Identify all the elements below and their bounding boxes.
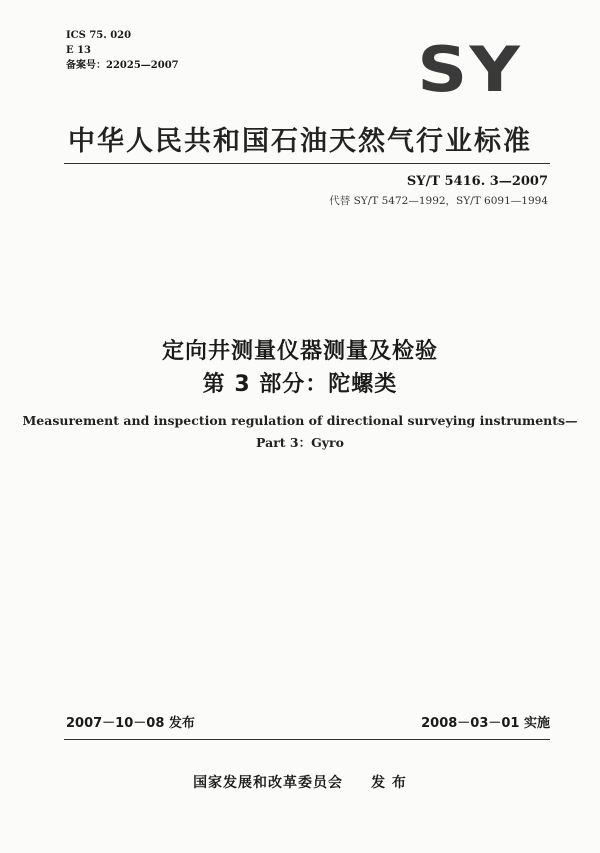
issuer-action: 发 布 xyxy=(371,775,407,791)
title-english-line1: Measurement and inspection regulation of directional surveying instruments— xyxy=(22,413,578,428)
ics-code: ICS 75. 020 xyxy=(66,30,132,41)
issuer-line xyxy=(0,772,600,792)
title-chinese-line2: 第 3 部分：陀螺类 xyxy=(202,372,398,397)
sy-logo: SY xyxy=(417,33,522,106)
issuer-name: 国家发展和改革委员会 xyxy=(193,775,344,791)
title-english-line2: Part 3：Gyro xyxy=(256,435,344,450)
filing-number: 备案号：22025—2007 xyxy=(66,60,179,71)
bottom-divider xyxy=(64,739,550,740)
standard-number: SY/T 5416. 3—2007 xyxy=(406,174,548,189)
replaces-note: 代替 SY/T 5472—1992，SY/T 6091—1994 xyxy=(329,195,548,207)
standard-category: 中华人民共和国石油天然气行业标准 xyxy=(68,126,532,157)
classification-code: E 13 xyxy=(66,45,92,56)
implementation-date: 2008－03－01 实施 xyxy=(421,716,550,731)
issue-date: 2007－10－08 发布 xyxy=(66,716,195,731)
top-divider xyxy=(64,163,550,164)
title-chinese-line1: 定向井测量仪器测量及检验 xyxy=(161,339,438,364)
